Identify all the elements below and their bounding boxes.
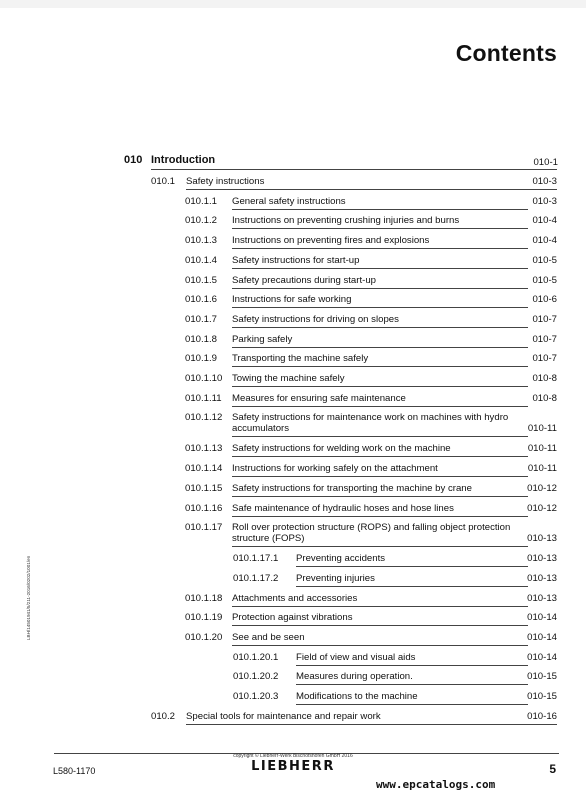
- toc-entry-title[interactable]: Measures during operation.: [296, 671, 413, 683]
- toc-entry-title[interactable]: Parking safely: [232, 333, 293, 345]
- toc-entry-number: 010.1.1: [185, 195, 218, 207]
- toc-entry-rule: [232, 516, 528, 517]
- toc-entry-page[interactable]: 010-3: [532, 195, 557, 207]
- toc-entry-rule: [296, 665, 528, 666]
- toc-entry-page[interactable]: 010-12: [527, 502, 557, 514]
- toc-entry-number: 010.1.14: [185, 463, 223, 475]
- toc-entry-number: 010.1.18: [185, 592, 223, 604]
- toc-entry-rule: [232, 307, 528, 308]
- toc-entry-number: 010.1.20.1: [233, 651, 279, 663]
- page-number: 5: [549, 762, 556, 776]
- toc-entry-title[interactable]: Safety instructions for start-up: [232, 254, 360, 266]
- toc-entry-title[interactable]: Measures for ensuring safe maintenance: [232, 392, 406, 404]
- toc-entry-number: 010.1.6: [185, 294, 218, 306]
- page-title: Contents: [455, 40, 557, 66]
- toc-entry-number: 010.1.17.2: [233, 572, 279, 584]
- toc-entry-rule: [186, 189, 557, 190]
- toc-entry-number: 010.1: [151, 176, 176, 187]
- toc-entry-number: 010.1.10: [185, 373, 223, 384]
- toc-entry-title[interactable]: Modifications to the machine: [296, 691, 418, 703]
- toc-entry-rule: [296, 586, 528, 587]
- toc-entry-rule: [232, 228, 528, 229]
- toc-entry-page[interactable]: 010-8: [532, 392, 557, 404]
- chapter-number: 010: [124, 154, 143, 166]
- toc-entry-page[interactable]: 010-8: [532, 373, 557, 384]
- toc-entry-page[interactable]: 010-5: [532, 274, 557, 286]
- toc-entry-title[interactable]: Preventing accidents: [296, 553, 386, 565]
- toc-entry-rule: [232, 456, 528, 457]
- toc-entry-title[interactable]: Instructions on preventing fires and explosions: [232, 235, 430, 247]
- toc-entry-rule: [232, 386, 528, 387]
- model-code: L580-1170: [53, 766, 96, 776]
- toc-entry-page[interactable]: 010-3: [532, 176, 557, 187]
- toc-entry-page[interactable]: 010-11: [527, 423, 557, 435]
- toc-entry-title[interactable]: Special tools for maintenance and repair work: [186, 710, 381, 722]
- toc-entry-page[interactable]: 010-6: [532, 294, 557, 306]
- toc-entry-rule: [296, 684, 528, 685]
- toc-entry-page[interactable]: 010-13: [527, 553, 557, 565]
- toc-entry-rule: [232, 476, 528, 477]
- toc-entry-page[interactable]: 010-14: [527, 651, 557, 663]
- toc-entry-title[interactable]: Instructions on preventing crushing injuries and burns: [232, 215, 460, 227]
- toc-entry-title[interactable]: Attachments and accessories: [232, 592, 358, 604]
- toc-entry-title[interactable]: Safety instructions: [186, 176, 265, 187]
- toc-entry-title[interactable]: Safety precautions during start-up: [232, 274, 376, 286]
- toc-entry-number: 010.1.20.2: [233, 671, 279, 683]
- watermark-url[interactable]: www.epcatalogs.com: [376, 778, 496, 791]
- toc-entry-page[interactable]: 010-13: [527, 533, 557, 545]
- toc-entry-title[interactable]: Field of view and visual aids: [296, 651, 416, 663]
- toc-entry-title[interactable]: Safe maintenance of hydraulic hoses and hose lines: [232, 502, 454, 514]
- toc-entry-rule: [186, 724, 557, 725]
- toc-entry-page[interactable]: 010-4: [532, 215, 557, 227]
- toc-entry-number: 010.2: [151, 710, 176, 722]
- toc-entry-number: 010.1.16: [185, 502, 223, 514]
- toc-entry-page[interactable]: 010-11: [527, 463, 557, 475]
- toc-entry-rule: [232, 496, 528, 497]
- toc-entry-rule: [232, 546, 528, 547]
- toc-entry-rule: [232, 436, 528, 437]
- toc-entry-number: 010.1.19: [185, 612, 223, 624]
- copyright-text: copyright © Liebherr-Werk Bischofshofen GmbH 2016: [233, 753, 353, 759]
- toc-entry-page[interactable]: 010-11: [527, 443, 557, 455]
- toc-entry-title[interactable]: Instructions for safe working: [232, 294, 352, 306]
- toc-entry-title[interactable]: Safety instructions for welding work on the machine: [232, 443, 451, 455]
- toc-entry-title[interactable]: Transporting the machine safely: [232, 353, 369, 365]
- toc-entry-number: 010.1.7: [185, 313, 218, 325]
- toc-entry-page[interactable]: 010-12: [527, 482, 557, 494]
- toc-entry-number: 010.1.13: [185, 443, 223, 455]
- toc-entry-rule: [232, 366, 528, 367]
- toc-entry-rule: [232, 606, 528, 607]
- toc-entry-number: 010.1.20.3: [233, 691, 279, 703]
- toc-entry-rule: [232, 288, 528, 289]
- toc-entry-title[interactable]: Preventing injuries: [296, 572, 375, 584]
- toc-entry-title[interactable]: Instructions for working safely on the attachment: [232, 463, 438, 475]
- liebherr-logo: LIEBHERR: [251, 759, 335, 774]
- toc-entry-rule: [232, 209, 528, 210]
- toc-entry-number: 010.1.11: [185, 392, 222, 404]
- toc-entry-number: 010.1.12: [185, 412, 223, 424]
- toc-entry-page[interactable]: 010-15: [527, 691, 557, 703]
- toc-entry-page[interactable]: 010-13: [527, 592, 557, 604]
- toc-entry-title-cont[interactable]: structure (FOPS): [232, 533, 305, 545]
- toc-entry-page[interactable]: 010-15: [527, 671, 557, 683]
- toc-entry-title[interactable]: See and be seen: [232, 632, 305, 643]
- toc-entry-rule: [232, 248, 528, 249]
- toc-entry-number: 010.1.3: [185, 235, 218, 247]
- toc-entry-number: 010.1.9: [185, 353, 218, 365]
- chapter-rule: [151, 169, 557, 170]
- toc-entry-page[interactable]: 010-14: [527, 632, 557, 643]
- toc-entry-rule: [232, 327, 528, 328]
- toc-entry-title-cont[interactable]: accumulators: [232, 423, 290, 435]
- toc-entry-page[interactable]: 010-5: [532, 254, 557, 266]
- toc-entry-title[interactable]: Roll over protection structure (ROPS) and falling object protection: [232, 522, 511, 534]
- toc-entry-title[interactable]: Safety instructions for maintenance work on machines with hydro: [232, 412, 509, 424]
- toc-entry-number: 010.1.15: [185, 482, 223, 494]
- toc-entry-number: 010.1.2: [185, 215, 218, 227]
- toc-entry-rule: [232, 645, 528, 646]
- toc-entry-title[interactable]: Towing the machine safely: [232, 373, 345, 384]
- chapter-title[interactable]: Introduction: [151, 154, 216, 166]
- toc-entry-title[interactable]: Protection against vibrations: [232, 612, 353, 624]
- toc-entry-rule: [232, 625, 528, 626]
- toc-entry-rule: [296, 566, 528, 567]
- toc-entry-number: 010.1.20: [185, 632, 223, 643]
- toc-entry-title[interactable]: Safety instructions for driving on slopes: [232, 313, 399, 325]
- toc-entry-rule: [232, 268, 528, 269]
- toc-entry-page[interactable]: 010-16: [527, 710, 557, 722]
- toc-entry-page[interactable]: 010-14: [527, 612, 557, 624]
- toc-entry-page[interactable]: 010-13: [527, 572, 557, 584]
- chapter-page[interactable]: 010-1: [533, 157, 558, 168]
- toc-entry-page[interactable]: 010-4: [532, 235, 557, 247]
- document-code: LBH/14501941/5/211-2016/0202/1001/en: [26, 555, 31, 640]
- toc-entry-title[interactable]: Safety instructions for transporting the machine by crane: [232, 482, 472, 494]
- toc-entry-number: 010.1.5: [185, 274, 218, 286]
- toc-entry-number: 010.1.4: [185, 254, 218, 266]
- toc-entry-number: 010.1.8: [185, 333, 218, 345]
- toc-entry-number: 010.1.17.1: [233, 553, 279, 565]
- toc-entry-rule: [232, 347, 528, 348]
- toc-entry-number: 010.1.17: [185, 522, 223, 534]
- toc-entry-rule: [232, 406, 528, 407]
- toc-entry-title[interactable]: General safety instructions: [232, 195, 346, 207]
- toc-entry-page[interactable]: 010-7: [532, 333, 557, 345]
- toc-entry-page[interactable]: 010-7: [532, 353, 557, 365]
- toc-entry-rule: [296, 704, 528, 705]
- toc-entry-page[interactable]: 010-7: [532, 313, 557, 325]
